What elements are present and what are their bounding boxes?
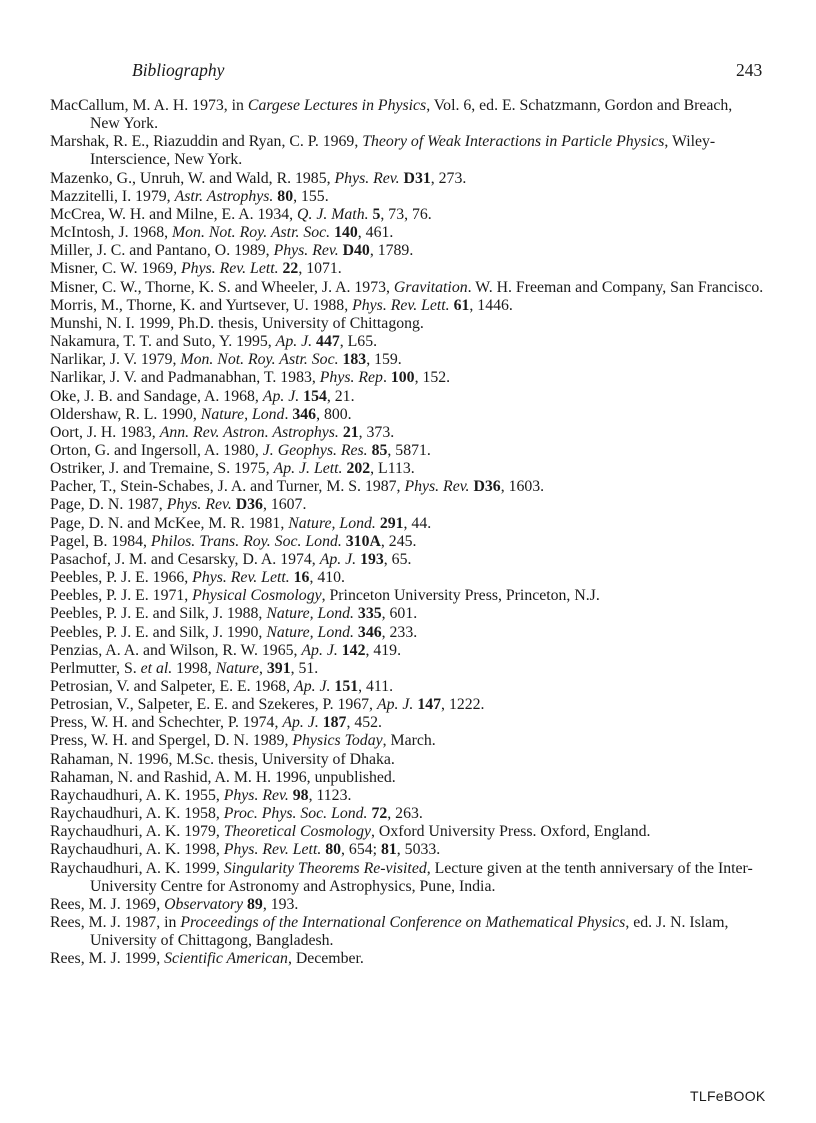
citation-text: Peebles, P. J. E. 1971, <box>50 587 193 605</box>
citation-italic: Nature, Lond <box>200 405 285 423</box>
citation-text: , 410. <box>309 569 345 587</box>
citation-volume: 447 <box>316 333 340 351</box>
citation-volume: 80 <box>277 187 294 205</box>
bibliography-entry <box>50 551 766 569</box>
citation-italic: Phys. Rev. <box>273 242 339 260</box>
bibliography-entry <box>50 950 766 968</box>
citation-text: Raychaudhuri, A. K. 1999, <box>50 859 224 877</box>
citation-text: Pasachof, J. M. and Cesarsky, D. A. 1974, <box>50 550 320 568</box>
bibliography-entry <box>50 315 766 333</box>
citation-text: , ed. J. N. Islam, University of Chittagong, Bangladesh. <box>90 914 729 950</box>
citation-text: . W. H. Freeman and Company, San Francisco. <box>467 278 764 296</box>
bibliography-entry <box>50 442 766 460</box>
page-number: 243 <box>736 60 763 80</box>
bibliography-entry <box>50 587 766 605</box>
bibliography-entry <box>50 279 766 297</box>
citation-volume: D36 <box>473 478 501 496</box>
citation-text: Rees, M. J. 1969, <box>50 895 165 913</box>
citation-text: , 73, 76. <box>380 205 432 223</box>
citation-text: Orton, G. and Ingersoll, A. 1980, <box>50 441 263 459</box>
citation-text: , 373. <box>358 423 395 441</box>
bibliography-entry <box>50 841 766 859</box>
bibliography-entry <box>50 460 766 478</box>
citation-italic: Proc. Phys. Soc. Lond. <box>223 805 368 823</box>
citation-italic: Phys. Rev. <box>404 478 470 496</box>
citation-volume: 346 <box>357 623 382 641</box>
citation-text: Oldershaw, R. L. 1990, <box>50 405 201 423</box>
citation-italic: Q. J. Math. <box>297 205 369 223</box>
citation-italic: Astr. Astrophys. <box>174 187 274 205</box>
citation-italic: Ap. J. Lett. <box>273 460 343 478</box>
citation-text: McCrea, W. H. and Milne, E. A. 1934, <box>50 205 298 223</box>
citation-text: , 1446. <box>469 296 513 314</box>
citation-volume: 16 <box>293 569 310 587</box>
citation-volume: 21 <box>342 423 359 441</box>
bibliography-entry <box>50 496 766 514</box>
citation-text: , December. <box>287 950 364 968</box>
citation-text: Press, W. H. and Spergel, D. N. 1989, <box>50 732 293 750</box>
citation-text: , 44. <box>403 514 432 532</box>
citation-volume: 98 <box>292 786 309 804</box>
bibliography-entry <box>50 188 766 206</box>
citation-volume: D31 <box>403 169 431 187</box>
citation-volume: 391 <box>266 659 291 677</box>
citation-volume: 142 <box>341 641 366 659</box>
bibliography-entry <box>50 206 766 224</box>
bibliography-entry <box>50 624 766 642</box>
citation-text: , 601. <box>381 605 418 623</box>
citation-volume: 187 <box>322 714 347 732</box>
citation-italic: Phys. Rev. Lett. <box>192 569 290 587</box>
citation-text: Misner, C. W. 1969, <box>50 260 182 278</box>
citation-text: , 155. <box>293 187 329 205</box>
citation-italic: Phys. Rev. Lett. <box>181 260 279 278</box>
citation-text: Peebles, P. J. E. and Silk, J. 1990, <box>50 623 267 641</box>
citation-text: Perlmutter, S. <box>50 659 141 677</box>
bibliography-entry <box>50 388 766 406</box>
citation-text: Oke, J. B. and Sandage, A. 1968, <box>50 387 263 405</box>
citation-italic: Singularity Theorems Re-visited <box>223 859 427 877</box>
citation-italic: Nature, Lond. <box>266 605 354 623</box>
citation-text: , 1222. <box>441 696 485 714</box>
citation-text: Press, W. H. and Schechter, P. 1974, <box>50 714 283 732</box>
bibliography-entry <box>50 805 766 823</box>
citation-text: , 654; <box>341 841 381 859</box>
citation-volume: 291 <box>379 514 404 532</box>
citation-volume: 89 <box>247 895 263 913</box>
citation-text: , 5871. <box>387 441 431 459</box>
citation-italic: Cargese Lectures in Physics <box>247 97 427 114</box>
citation-text: Mazzitelli, I. 1979, <box>50 187 175 205</box>
citation-text: 1998, <box>172 659 216 677</box>
citation-text: , Lecture given at the tenth anniversary of the Inter-University Centre for Astronomy and Astrophysics, Pune, India. <box>90 859 753 895</box>
citation-volume: 5 <box>372 205 381 223</box>
citation-text: , <box>258 659 267 677</box>
citation-text: Pagel, B. 1984, <box>50 532 151 550</box>
citation-volume: 85 <box>371 441 388 459</box>
citation-italic: Ap. J. <box>282 714 319 732</box>
citation-italic: Physics Today <box>292 732 383 750</box>
bibliography-entry <box>50 896 766 914</box>
bibliography-entry <box>50 642 766 660</box>
citation-text: Raychaudhuri, A. K. 1979, <box>50 823 224 841</box>
bibliography-entry <box>50 170 766 188</box>
citation-italic: Mon. Not. Roy. Astr. Soc. <box>180 351 339 369</box>
citation-text: , Vol. 6, ed. E. Schatzmann, Gordon and Breach, New York. <box>90 97 733 133</box>
citation-text: , 245. <box>380 532 417 550</box>
citation-text: Misner, C. W., Thorne, K. S. and Wheeler, J. A. 1973, <box>50 278 394 296</box>
bibliography-entry <box>50 569 766 587</box>
citation-italic: Ann. Rev. Astron. Astrophys. <box>159 423 339 441</box>
citation-text: , L65. <box>339 333 378 351</box>
citation-text: Narlikar, J. V. and Padmanabhan, T. 1983, <box>50 369 320 387</box>
citation-italic: Theoretical Cosmology <box>223 823 372 841</box>
bibliography-entry <box>50 133 766 169</box>
citation-text: Rahaman, N. 1996, M.Sc. thesis, University of Dhaka. <box>50 750 395 768</box>
citation-italic: Observatory <box>164 895 244 913</box>
citation-text: MacCallum, M. A. H. 1973, in <box>50 97 248 114</box>
citation-italic: Nature, Lond. <box>266 623 354 641</box>
citation-text: Raychaudhuri, A. K. 1998, <box>50 841 224 859</box>
citation-italic: Philos. Trans. Roy. Soc. Lond. <box>150 532 342 550</box>
bibliography-entry <box>50 406 766 424</box>
citation-italic: et al. <box>140 659 173 677</box>
citation-volume: 193 <box>360 550 384 568</box>
bibliography-entry <box>50 860 766 896</box>
bibliography-entry <box>50 333 766 351</box>
citation-italic: Phys. Rev. <box>166 496 232 514</box>
bibliography-entry <box>50 605 766 623</box>
citation-text: Raychaudhuri, A. K. 1955, <box>50 786 224 804</box>
citation-text: , 159. <box>366 351 402 369</box>
citation-text: , 1789. <box>369 242 414 260</box>
citation-italic: Gravitation <box>393 278 468 296</box>
citation-text: , 1603. <box>500 478 545 496</box>
citation-text: , 1071. <box>298 260 342 278</box>
citation-volume: 147 <box>417 696 442 714</box>
citation-text: . <box>382 369 391 387</box>
citation-text: Page, D. N. and McKee, M. R. 1981, <box>50 514 289 532</box>
citation-italic: Phys. Rev. Lett. <box>223 841 322 859</box>
citation-italic: Phys. Rep <box>319 369 383 387</box>
citation-text: Rees, M. J. 1999, <box>50 950 165 968</box>
citation-text: , 452. <box>346 714 382 732</box>
bibliography-entry <box>50 732 766 750</box>
bibliography-entry <box>50 260 766 278</box>
citation-text: Morris, M., Thorne, K. and Yurtsever, U. 1988, <box>50 296 353 314</box>
citation-italic: Ap. J. <box>275 333 313 351</box>
citation-volume: 100 <box>390 369 415 387</box>
citation-text: , 233. <box>381 623 418 641</box>
bibliography-entry <box>50 478 766 496</box>
citation-italic: Mon. Not. Roy. Astr. Soc. <box>172 224 331 242</box>
citation-volume: 202 <box>346 460 371 478</box>
citation-text: Rahaman, N. and Rashid, A. M. H. 1996, unpublished. <box>50 768 396 786</box>
citation-italic: Ap. J. <box>301 641 338 659</box>
citation-text: Mazenko, G., Unruh, W. and Wald, R. 1985, <box>50 169 335 187</box>
citation-volume: D40 <box>342 242 370 260</box>
citation-text: Marshak, R. E., Riazuddin and Ryan, C. P. 1969, <box>50 133 363 151</box>
citation-text: . <box>284 405 293 423</box>
citation-italic: Nature <box>215 659 259 677</box>
citation-text: , 273. <box>430 169 467 187</box>
citation-volume: D36 <box>235 496 263 514</box>
citation-text: McIntosh, J. 1968, <box>50 224 172 242</box>
citation-text: Nakamura, T. T. and Suto, Y. 1995, <box>50 333 276 351</box>
bibliography-entry <box>50 787 766 805</box>
citation-italic: J. Geophys. Res. <box>262 441 368 459</box>
citation-text: Oort, J. H. 1983, <box>50 423 160 441</box>
citation-volume: 310A <box>345 532 381 550</box>
citation-italic: Phys. Rev. Lett. <box>352 296 450 314</box>
citation-text: Peebles, P. J. E. and Silk, J. 1988, <box>50 605 267 623</box>
citation-italic: Phys. Rev. <box>334 169 400 187</box>
citation-text: Page, D. N. 1987, <box>50 496 167 514</box>
citation-text: , 5033. <box>396 841 441 859</box>
citation-volume: 335 <box>357 605 382 623</box>
citation-text: , 152. <box>414 369 451 387</box>
citation-volume: 183 <box>342 351 367 369</box>
citation-italic: Ap. J. <box>319 550 357 568</box>
citation-text: Penzias, A. A. and Wilson, R. W. 1965, <box>50 641 302 659</box>
citation-text: , 51. <box>290 659 319 677</box>
citation-volume: 346 <box>292 405 317 423</box>
citation-text: , 263. <box>387 805 423 823</box>
citation-text: , 411. <box>358 678 394 695</box>
bibliography-entry <box>50 769 766 787</box>
citation-text: Petrosian, V. and Salpeter, E. E. 1968, <box>50 678 295 695</box>
bibliography-entry <box>50 242 766 260</box>
citation-text: Munshi, N. I. 1999, Ph.D. thesis, University of Chittagong. <box>50 314 424 332</box>
citation-volume: 22 <box>282 260 299 278</box>
citation-text: , 461. <box>357 224 394 242</box>
citation-text: Petrosian, V., Salpeter, E. E. and Szekeres, P. 1967, <box>50 696 377 714</box>
citation-text: , 1607. <box>262 496 307 514</box>
bibliography-entry <box>50 533 766 551</box>
bibliography-entry <box>50 714 766 732</box>
citation-text: , Oxford University Press. Oxford, England. <box>371 823 651 841</box>
citation-italic: Ap. J. <box>376 696 414 714</box>
citation-italic: Nature, Lond. <box>288 514 376 532</box>
citation-italic: Ap. J. <box>294 678 331 695</box>
citation-volume: 72 <box>371 805 388 823</box>
citation-volume: 151 <box>334 678 359 695</box>
citation-text: , Princeton University Press, Princeton, N.J. <box>321 587 600 605</box>
citation-italic: Phys. Rev. <box>223 786 289 804</box>
footer-watermark: TLFeBOOK <box>690 1088 766 1104</box>
citation-text: , 21. <box>326 387 355 405</box>
citation-volume: 61 <box>453 296 470 314</box>
citation-text: , 419. <box>365 641 402 659</box>
bibliography-entry <box>50 97 766 133</box>
citation-volume: 154 <box>303 387 327 405</box>
citation-text: , 800. <box>316 405 352 423</box>
running-header-title: Bibliography <box>132 60 225 80</box>
bibliography-entry <box>50 369 766 387</box>
citation-italic: Ap. J. <box>262 387 300 405</box>
bibliography-entry <box>50 297 766 315</box>
citation-volume: 140 <box>334 224 358 242</box>
citation-text: Miller, J. C. and Pantano, O. 1989, <box>50 242 274 260</box>
citation-volume: 80 <box>325 841 342 859</box>
citation-text: , 65. <box>383 550 412 568</box>
citation-italic: Scientific American <box>164 950 288 968</box>
citation-text: Pacher, T., Stein-Schabes, J. A. and Turner, M. S. 1987, <box>50 478 405 496</box>
bibliography-entry <box>50 351 766 369</box>
bibliography-entry <box>50 660 766 678</box>
citation-text: Rees, M. J. 1987, in <box>50 914 181 932</box>
citation-text: , 1123. <box>308 786 352 804</box>
citation-text: Ostriker, J. and Tremaine, S. 1975, <box>50 460 274 478</box>
citation-italic: Physical Cosmology <box>192 587 322 605</box>
bibliography-entry <box>50 914 766 950</box>
bibliography-list <box>50 97 766 969</box>
bibliography-entry <box>50 696 766 714</box>
bibliography-entry <box>50 515 766 533</box>
bibliography-entry <box>50 678 766 696</box>
citation-text: , L113. <box>370 460 415 478</box>
citation-volume: 81 <box>380 841 397 859</box>
citation-text: , Wiley-Interscience, New York. <box>90 133 716 169</box>
citation-text: Narlikar, J. V. 1979, <box>50 351 181 369</box>
bibliography-entry <box>50 751 766 769</box>
citation-text: Raychaudhuri, A. K. 1958, <box>50 805 224 823</box>
citation-text: , March. <box>382 732 436 750</box>
citation-text: Peebles, P. J. E. 1966, <box>50 569 193 587</box>
citation-italic: Proceedings of the International Conference on Mathematical Physics <box>180 914 626 932</box>
citation-text: , 193. <box>262 895 299 913</box>
citation-italic: Theory of Weak Interactions in Particle Physics <box>362 133 665 151</box>
bibliography-entry <box>50 424 766 442</box>
bibliography-entry <box>50 823 766 841</box>
bibliography-entry <box>50 224 766 242</box>
